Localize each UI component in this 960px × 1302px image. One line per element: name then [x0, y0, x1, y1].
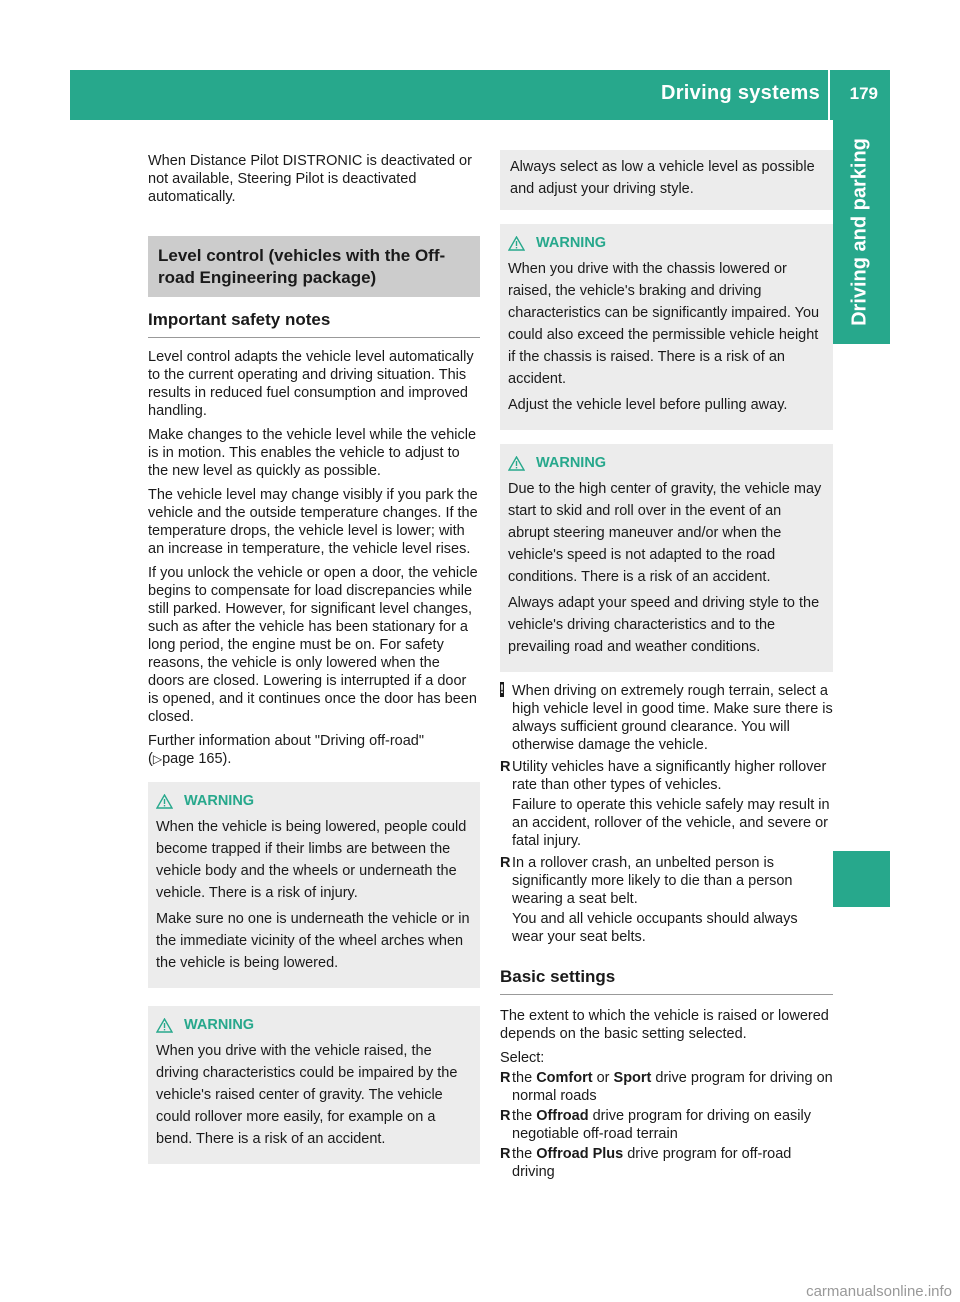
- warning-triangle-icon: [508, 236, 536, 251]
- bullet-icon: R: [500, 1108, 511, 1124]
- subsection-title: Important safety notes: [148, 309, 480, 338]
- warning-box: [148, 1006, 480, 1164]
- list-item: R the Offroad Plus drive program for off-road driving: [500, 1146, 792, 1180]
- warning-text: Adjust the vehicle level before pulling away.: [508, 397, 788, 413]
- warning-label: WARNING: [184, 793, 255, 809]
- list-item: R Utility vehicles have a significantly higher rollover rate than other types of vehicles. Failure to operate this vehicle safely may result in an accident, rollover of the vehicle, and severe or fatal injury.: [500, 758, 833, 852]
- warning-text: When the vehicle is being lowered, people could become trapped if their limbs are between the vehicle body and the wheels or underneath the vehicle. There is a risk of injury.: [156, 819, 467, 901]
- warning-box: [148, 782, 480, 988]
- bullet-icon: R: [500, 855, 511, 871]
- warning-triangle-icon: [156, 794, 184, 809]
- paragraph: If you unlock the vehicle or open a door, the vehicle begins to compensate for load discrepancies while still parked. However, for significant level changes, such as after the vehicle has been stationary for a long period, the engine must be on. For safety reasons, the vehicle is only lowered when the doors are closed. Lowering is interrupted if a door is opened, and it continues once the door has been closed.: [148, 565, 478, 725]
- program-list: [500, 1069, 833, 1181]
- paragraph: Level control adapts the vehicle level automatically to the current operating and driving situation. This results in reduced fuel consumption and improved handling.: [148, 349, 474, 419]
- program-name: Offroad: [536, 1108, 589, 1124]
- bullet-icon: R: [500, 1070, 511, 1086]
- program-name: Offroad Plus: [536, 1146, 624, 1162]
- bullet-icon: R: [500, 1146, 511, 1162]
- section-title: Basic settings: [500, 966, 833, 995]
- warning-text: Always adapt your speed and driving style to the vehicle's driving characteristics and to the prevailing road and weather conditions.: [508, 595, 820, 655]
- paragraph: The vehicle level may change visibly if you park the vehicle and the outside temperature changes. If the temperature drops, the vehicle level is lower; with an increase in temperature, the vehicle level rises.: [148, 487, 478, 557]
- page-reference[interactable]: (▷page 165).: [148, 751, 232, 767]
- header-title: Driving systems: [660, 82, 820, 104]
- list-item: R In a rollover crash, an unbelted person is significantly more likely to die than a person wearing a seat belt. You and all vehicle occupants should always wear your seat belts.: [500, 854, 833, 948]
- paragraph: The extent to which the vehicle is raised or lowered depends on the basic setting selected.: [500, 1008, 829, 1042]
- warning-label: WARNING: [536, 235, 607, 251]
- warning-text: When you drive with the vehicle raised, the driving characteristics could be impaired by the vehicle's raised center of gravity. The vehicle could rollover more easily, for example on a bend. There is a risk of an accident.: [156, 1043, 458, 1147]
- warning-label: WARNING: [184, 1017, 255, 1033]
- warning-text: Due to the high center of gravity, the vehicle may start to skid and roll over in the event of an abrupt steering maneuver and/or when the vehicle's speed is not adapted to the road conditions. There is a risk of an accident.: [508, 481, 822, 585]
- program-name: Comfort: [536, 1070, 593, 1086]
- watermark: carmanualsonline.info: [806, 1283, 952, 1300]
- warning-box: [500, 444, 833, 672]
- side-tab-label: Driving and parking: [848, 138, 871, 326]
- list-item: R the Offroad drive program for driving on easily negotiable off-road terrain: [500, 1108, 811, 1142]
- arrow-icon: ▷: [152, 752, 163, 766]
- page-number: 179: [849, 84, 878, 103]
- intro-text: When Distance Pilot DISTRONIC is deactivated or not available, Steering Pilot is deactivated automatically.: [148, 153, 472, 205]
- header-divider: [828, 70, 830, 120]
- program-name: Sport: [613, 1070, 652, 1086]
- info-box: Always select as low a vehicle level as possible and adjust your driving style.: [500, 150, 833, 210]
- left-column: [148, 152, 480, 1164]
- warning-box: [500, 224, 833, 430]
- note: [500, 682, 833, 754]
- bullet-list: [500, 758, 833, 948]
- page-header: [70, 70, 890, 120]
- warning-label: WARNING: [536, 455, 607, 471]
- warning-triangle-icon: [156, 1018, 184, 1033]
- further-info: Further information about "Driving off-road": [148, 733, 424, 749]
- section-title: Level control (vehicles with the Off-road Engineering package): [148, 236, 480, 297]
- note-text: When driving on extremely rough terrain, select a high vehicle level in good time. Make sure there is always sufficient ground clearance. You will otherwise damage the vehicle.: [512, 683, 833, 753]
- exclamation-icon: !: [500, 682, 504, 696]
- right-column: [500, 150, 833, 1183]
- warning-triangle-icon: [508, 456, 536, 471]
- list-item: R the Comfort or Sport drive program for driving on normal roads: [500, 1070, 833, 1104]
- select-label: Select:: [500, 1050, 545, 1066]
- bullet-icon: R: [500, 759, 511, 775]
- warning-text: Make sure no one is underneath the vehicle or in the immediate vicinity of the wheel arches when the vehicle is being lowered.: [156, 911, 470, 971]
- side-marker: [833, 851, 890, 907]
- paragraph: Make changes to the vehicle level while the vehicle is in motion. This enables the vehicle to adjust to the new level as quickly as possible.: [148, 427, 477, 479]
- warning-text: When you drive with the chassis lowered or raised, the vehicle's braking and driving characteristics can be significantly impaired. You could also exceed the permissible vehicle height if the chassis is raised. There is a risk of an accident.: [508, 261, 820, 387]
